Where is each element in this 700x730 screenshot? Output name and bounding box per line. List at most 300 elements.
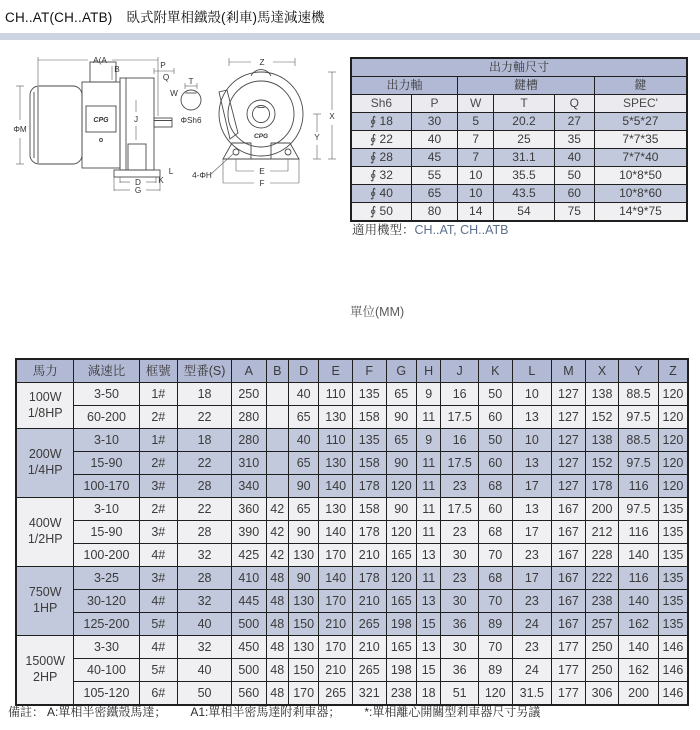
dim-cell: 321 bbox=[352, 682, 386, 706]
dim-cell: 70 bbox=[478, 544, 512, 567]
dim-cell: 170 bbox=[288, 682, 318, 706]
shaft-cell: 60 bbox=[554, 185, 594, 203]
footer-label: 備註： bbox=[8, 705, 45, 719]
dim-cell: 17.5 bbox=[441, 498, 479, 521]
dim-cell: 165 bbox=[386, 590, 416, 613]
dim-cell: 90 bbox=[288, 567, 318, 590]
dim-cell: 70 bbox=[478, 636, 512, 659]
dim-cell: 18 bbox=[178, 429, 232, 452]
dim-cell: 152 bbox=[585, 406, 619, 429]
dim-cell: 4# bbox=[139, 544, 178, 567]
dim-cell: 177 bbox=[552, 682, 586, 706]
shaft-cell: 30 bbox=[411, 113, 457, 131]
dim-cell: 127 bbox=[552, 452, 586, 475]
dim-cell: 450 bbox=[232, 636, 267, 659]
table-row bbox=[16, 613, 688, 636]
shaft-cell: 5 bbox=[458, 113, 494, 131]
dim-cell: 150 bbox=[288, 613, 318, 636]
shaft-cell: 10 bbox=[458, 167, 494, 185]
dim-cell: 88.5 bbox=[619, 383, 659, 406]
dim-label-b: B bbox=[114, 65, 120, 74]
dim-cell: 120 bbox=[658, 406, 688, 429]
column-header: Q bbox=[554, 95, 594, 113]
dim-cell: 22 bbox=[178, 498, 232, 521]
dim-cell: 167 bbox=[552, 613, 586, 636]
dim-cell: 90 bbox=[386, 406, 416, 429]
dim-cell: 3-50 bbox=[74, 383, 139, 406]
shaft-cell: 50 bbox=[554, 167, 594, 185]
dim-cell: 42 bbox=[266, 498, 288, 521]
dim-cell: 210 bbox=[352, 636, 386, 659]
table-row bbox=[351, 131, 687, 149]
dim-cell: 40 bbox=[288, 383, 318, 406]
output-shaft-table bbox=[350, 57, 688, 222]
dim-cell bbox=[266, 406, 288, 429]
dim-label-j: J bbox=[133, 115, 139, 124]
dim-cell: 210 bbox=[319, 659, 353, 682]
dim-cell: 167 bbox=[552, 567, 586, 590]
dim-cell: 2# bbox=[139, 452, 178, 475]
dim-cell: 13 bbox=[416, 636, 440, 659]
dim-cell: 17 bbox=[512, 475, 552, 498]
dim-cell: 17 bbox=[512, 521, 552, 544]
column-header: M bbox=[552, 359, 586, 383]
dim-cell: 65 bbox=[288, 406, 318, 429]
shaft-cell: 75 bbox=[554, 203, 594, 222]
dim-cell: 24 bbox=[512, 613, 552, 636]
dim-cell: 3-10 bbox=[74, 498, 139, 521]
dim-cell: 11 bbox=[416, 406, 440, 429]
table-row bbox=[351, 77, 687, 95]
dim-cell: 158 bbox=[352, 498, 386, 521]
shaft-cell: 40 bbox=[411, 131, 457, 149]
shaft-cell: ∮ 18 bbox=[351, 113, 411, 131]
dim-cell: 18 bbox=[178, 383, 232, 406]
group-header: 鍵 bbox=[594, 77, 687, 95]
dim-cell: 130 bbox=[319, 452, 353, 475]
shaft-cell: ∮ 28 bbox=[351, 149, 411, 167]
dim-cell: 100-200 bbox=[74, 544, 139, 567]
page-title bbox=[5, 6, 325, 26]
dim-cell: 162 bbox=[619, 659, 659, 682]
dim-cell: 10 bbox=[512, 429, 552, 452]
shaft-cell: ∮ 22 bbox=[351, 131, 411, 149]
shaft-cell: 80 bbox=[411, 203, 457, 222]
table-row bbox=[16, 429, 688, 452]
dim-cell: 138 bbox=[585, 429, 619, 452]
dim-cell: 3-25 bbox=[74, 567, 139, 590]
dim-cell: 257 bbox=[585, 613, 619, 636]
dim-cell: 140 bbox=[319, 521, 353, 544]
dim-cell: 135 bbox=[658, 613, 688, 636]
dim-cell: 68 bbox=[478, 521, 512, 544]
dim-cell: 13 bbox=[416, 590, 440, 613]
shaft-cell: 55 bbox=[411, 167, 457, 185]
dim-cell: 265 bbox=[319, 682, 353, 706]
shaft-cell: 20.2 bbox=[494, 113, 554, 131]
column-header: F bbox=[352, 359, 386, 383]
dim-cell: 15 bbox=[416, 613, 440, 636]
table-row bbox=[351, 149, 687, 167]
dim-cell: 11 bbox=[416, 498, 440, 521]
dim-cell: 560 bbox=[232, 682, 267, 706]
table-row bbox=[351, 167, 687, 185]
power-group-cell: 750W 1HP bbox=[16, 567, 74, 636]
dim-cell: 250 bbox=[585, 636, 619, 659]
dim-cell: 65 bbox=[386, 429, 416, 452]
dim-cell: 89 bbox=[478, 613, 512, 636]
front-view bbox=[181, 70, 303, 159]
dim-cell: 18 bbox=[416, 682, 440, 706]
dim-cell: 228 bbox=[585, 544, 619, 567]
dim-cell: 28 bbox=[178, 567, 232, 590]
column-header: G bbox=[386, 359, 416, 383]
dim-cell bbox=[266, 475, 288, 498]
dim-cell: 306 bbox=[585, 682, 619, 706]
dim-cell: 3# bbox=[139, 475, 178, 498]
dim-cell: 120 bbox=[386, 567, 416, 590]
dim-cell bbox=[266, 452, 288, 475]
dim-cell: 165 bbox=[386, 636, 416, 659]
dim-label-g: G bbox=[134, 186, 142, 194]
dim-cell: 390 bbox=[232, 521, 267, 544]
dim-cell: 31.5 bbox=[512, 682, 552, 706]
shaft-cell: 14*9*75 bbox=[594, 203, 687, 222]
dim-cell: 310 bbox=[232, 452, 267, 475]
shaft-cell: 40 bbox=[554, 149, 594, 167]
dim-cell: 13 bbox=[512, 406, 552, 429]
dim-cell: 340 bbox=[232, 475, 267, 498]
dim-cell: 9 bbox=[416, 383, 440, 406]
dim-cell: 210 bbox=[319, 613, 353, 636]
dim-cell: 17.5 bbox=[441, 406, 479, 429]
dim-cell: 15-90 bbox=[74, 452, 139, 475]
dim-label-l: L bbox=[168, 167, 174, 176]
dim-label-f: F bbox=[259, 179, 265, 188]
column-header: Y bbox=[619, 359, 659, 383]
dim-cell: 140 bbox=[619, 544, 659, 567]
applicable-label: 適用機型： bbox=[352, 223, 415, 237]
dim-cell: 200 bbox=[619, 682, 659, 706]
shaft-cell: 7*7*35 bbox=[594, 131, 687, 149]
dim-cell: 170 bbox=[319, 636, 353, 659]
shaft-cell: 35 bbox=[554, 131, 594, 149]
dim-cell: 22 bbox=[178, 406, 232, 429]
dim-cell: 116 bbox=[619, 567, 659, 590]
dim-cell: 23 bbox=[441, 521, 479, 544]
brand-logo: CPG bbox=[253, 133, 269, 140]
dim-cell: 135 bbox=[658, 521, 688, 544]
table-row bbox=[351, 95, 687, 113]
dim-cell: 238 bbox=[386, 682, 416, 706]
dim-cell: 48 bbox=[266, 590, 288, 613]
dim-cell: 2# bbox=[139, 406, 178, 429]
dim-cell: 198 bbox=[386, 613, 416, 636]
dim-cell: 140 bbox=[319, 475, 353, 498]
dim-cell: 40 bbox=[178, 659, 232, 682]
dim-cell: 32 bbox=[178, 636, 232, 659]
table-row bbox=[16, 475, 688, 498]
dim-cell: 178 bbox=[352, 567, 386, 590]
dim-label-w: W bbox=[170, 89, 178, 98]
brand-logo: CPG bbox=[93, 117, 109, 124]
column-header: A bbox=[232, 359, 267, 383]
footer-note-a1: A1:單相半密馬達附剎車器； bbox=[190, 705, 341, 719]
dim-cell: 30 bbox=[441, 636, 479, 659]
dim-cell: 140 bbox=[619, 636, 659, 659]
dim-cell: 212 bbox=[585, 521, 619, 544]
dim-cell: 238 bbox=[585, 590, 619, 613]
dim-cell: 30 bbox=[441, 590, 479, 613]
dim-cell: 130 bbox=[319, 406, 353, 429]
dim-cell: 48 bbox=[266, 567, 288, 590]
dim-cell: 167 bbox=[552, 544, 586, 567]
dim-cell: 127 bbox=[552, 383, 586, 406]
dim-cell: 5# bbox=[139, 613, 178, 636]
dim-cell: 11 bbox=[416, 475, 440, 498]
dim-cell: 3-10 bbox=[74, 429, 139, 452]
title-description: 臥式附單相鐵殼(剎車)馬達減速機 bbox=[126, 10, 325, 25]
dim-cell: 1# bbox=[139, 429, 178, 452]
shaft-cell: 27 bbox=[554, 113, 594, 131]
dim-cell: 120 bbox=[386, 475, 416, 498]
dim-label-q: Q bbox=[162, 73, 170, 82]
dim-cell: 210 bbox=[352, 590, 386, 613]
dim-cell: 28 bbox=[178, 521, 232, 544]
dim-cell: 170 bbox=[319, 590, 353, 613]
table-row bbox=[351, 185, 687, 203]
shaft-cell: 10 bbox=[458, 185, 494, 203]
dim-cell: 140 bbox=[319, 567, 353, 590]
shaft-cell: 10*8*60 bbox=[594, 185, 687, 203]
dim-cell: 60 bbox=[478, 406, 512, 429]
dim-cell: 50 bbox=[478, 383, 512, 406]
table-row bbox=[16, 544, 688, 567]
dim-cell: 127 bbox=[552, 475, 586, 498]
applicable-value: CH..AT, CH..ATB bbox=[414, 223, 509, 237]
dim-cell: 32 bbox=[178, 590, 232, 613]
dim-cell: 120 bbox=[478, 682, 512, 706]
table-row bbox=[16, 659, 688, 682]
dim-label-e: E bbox=[259, 167, 265, 176]
dim-cell: 97.5 bbox=[619, 406, 659, 429]
table-row bbox=[16, 521, 688, 544]
dim-cell: 50 bbox=[178, 682, 232, 706]
dim-cell: 210 bbox=[352, 544, 386, 567]
dim-cell: 135 bbox=[352, 383, 386, 406]
table-row bbox=[16, 567, 688, 590]
divider-band bbox=[0, 33, 700, 40]
dim-cell: 250 bbox=[585, 659, 619, 682]
dim-cell: 3# bbox=[139, 521, 178, 544]
dim-cell: 150 bbox=[288, 659, 318, 682]
dim-cell: 11 bbox=[416, 567, 440, 590]
applicable-models bbox=[352, 220, 509, 238]
dim-cell: 178 bbox=[352, 521, 386, 544]
dim-cell: 17.5 bbox=[441, 452, 479, 475]
column-header: L bbox=[512, 359, 552, 383]
dim-cell: 42 bbox=[266, 544, 288, 567]
dim-cell: 90 bbox=[386, 498, 416, 521]
dim-cell: 89 bbox=[478, 659, 512, 682]
dim-cell: 15 bbox=[416, 659, 440, 682]
dim-label-z: Z bbox=[259, 58, 265, 67]
table-row bbox=[16, 682, 688, 706]
dim-cell: 97.5 bbox=[619, 498, 659, 521]
dim-cell: 3# bbox=[139, 567, 178, 590]
dim-cell: 17 bbox=[512, 567, 552, 590]
dim-cell: 70 bbox=[478, 590, 512, 613]
dim-cell: 24 bbox=[512, 659, 552, 682]
shaft-cell: 7 bbox=[458, 131, 494, 149]
shaft-cell: ∮ 32 bbox=[351, 167, 411, 185]
dim-cell: 68 bbox=[478, 567, 512, 590]
dim-cell: 16 bbox=[441, 429, 479, 452]
shaft-cell: 43.5 bbox=[494, 185, 554, 203]
dim-cell: 135 bbox=[658, 544, 688, 567]
dim-cell: 130 bbox=[288, 636, 318, 659]
dim-cell: 9 bbox=[416, 429, 440, 452]
dim-cell: 105-120 bbox=[74, 682, 139, 706]
dim-cell: 60-200 bbox=[74, 406, 139, 429]
dim-cell bbox=[266, 429, 288, 452]
dim-label-y: Y bbox=[314, 133, 320, 142]
dim-cell: 177 bbox=[552, 636, 586, 659]
dim-cell: 178 bbox=[585, 475, 619, 498]
dim-cell: 116 bbox=[619, 521, 659, 544]
dim-cell: 42 bbox=[266, 521, 288, 544]
column-header: K bbox=[478, 359, 512, 383]
column-header: T bbox=[494, 95, 554, 113]
dimension-table bbox=[15, 358, 689, 706]
table-row bbox=[351, 58, 687, 77]
dim-cell: 152 bbox=[585, 452, 619, 475]
column-header: H bbox=[416, 359, 440, 383]
dim-cell: 4# bbox=[139, 636, 178, 659]
dim-cell: 138 bbox=[585, 383, 619, 406]
dim-cell: 265 bbox=[352, 659, 386, 682]
motor-dimension-drawing bbox=[8, 46, 348, 194]
dim-cell: 250 bbox=[232, 383, 267, 406]
dim-cell: 6# bbox=[139, 682, 178, 706]
column-header: 框號 bbox=[139, 359, 178, 383]
dim-cell: 23 bbox=[512, 544, 552, 567]
column-header: SPEC' bbox=[594, 95, 687, 113]
shaft-cell: 7*7*40 bbox=[594, 149, 687, 167]
dim-label-x: X bbox=[329, 112, 335, 121]
group-header: 出力軸 bbox=[351, 77, 458, 95]
shaft-cell: 35.5 bbox=[494, 167, 554, 185]
dim-cell: 50 bbox=[478, 429, 512, 452]
shaft-cell: 25 bbox=[494, 131, 554, 149]
dim-cell: 360 bbox=[232, 498, 267, 521]
dim-cell: 48 bbox=[266, 636, 288, 659]
dim-cell: 32 bbox=[178, 544, 232, 567]
shaft-cell: 54 bbox=[494, 203, 554, 222]
dim-cell: 135 bbox=[658, 567, 688, 590]
dim-cell: 410 bbox=[232, 567, 267, 590]
dim-cell: 116 bbox=[619, 475, 659, 498]
table-row bbox=[16, 590, 688, 613]
dim-cell: 177 bbox=[552, 659, 586, 682]
table-row bbox=[16, 406, 688, 429]
table-row bbox=[16, 498, 688, 521]
column-header: P bbox=[411, 95, 457, 113]
column-header: D bbox=[288, 359, 318, 383]
dim-cell: 60 bbox=[478, 498, 512, 521]
footer-note-star: *:單相離心開關型剎車器尺寸另議 bbox=[364, 705, 541, 719]
dim-cell: 125-200 bbox=[74, 613, 139, 636]
table-row bbox=[16, 383, 688, 406]
dim-label-k: K bbox=[158, 176, 164, 185]
table-row bbox=[351, 203, 687, 222]
dim-cell: 445 bbox=[232, 590, 267, 613]
dim-cell: 198 bbox=[386, 659, 416, 682]
dim-cell: 48 bbox=[266, 682, 288, 706]
dim-cell: 36 bbox=[441, 613, 479, 636]
table-row bbox=[16, 636, 688, 659]
dim-label-p: P bbox=[160, 61, 166, 70]
dim-cell: 40-100 bbox=[74, 659, 139, 682]
dim-cell: 90 bbox=[288, 521, 318, 544]
dim-cell: 120 bbox=[386, 521, 416, 544]
dim-cell: 13 bbox=[512, 452, 552, 475]
dim-cell: 1# bbox=[139, 383, 178, 406]
model-code: CH..AT(CH..ATB) bbox=[5, 10, 113, 25]
dim-cell: 265 bbox=[352, 613, 386, 636]
column-header: B bbox=[266, 359, 288, 383]
dim-label-a: A(A bbox=[93, 56, 107, 65]
dim-cell: 500 bbox=[232, 613, 267, 636]
dim-cell: 23 bbox=[512, 590, 552, 613]
dimension-labels bbox=[13, 56, 335, 194]
footer-note bbox=[8, 703, 564, 720]
dim-cell: 23 bbox=[512, 636, 552, 659]
dim-cell: 11 bbox=[416, 521, 440, 544]
dim-cell: 2# bbox=[139, 498, 178, 521]
dim-cell: 15-90 bbox=[74, 521, 139, 544]
shaft-table-title: 出力軸尺寸 bbox=[351, 58, 687, 77]
power-group-cell: 1500W 2HP bbox=[16, 636, 74, 706]
dim-cell: 110 bbox=[319, 383, 353, 406]
shaft-cell: 10*8*50 bbox=[594, 167, 687, 185]
dim-cell: 48 bbox=[266, 659, 288, 682]
dim-cell: 65 bbox=[386, 383, 416, 406]
power-group-cell: 400W 1/2HP bbox=[16, 498, 74, 567]
shaft-cell: 31.1 bbox=[494, 149, 554, 167]
column-header: 減速比 bbox=[74, 359, 139, 383]
dim-cell: 158 bbox=[352, 406, 386, 429]
dim-cell: 158 bbox=[352, 452, 386, 475]
dim-cell: 135 bbox=[352, 429, 386, 452]
dim-cell: 10 bbox=[512, 383, 552, 406]
shaft-cell: 65 bbox=[411, 185, 457, 203]
dim-cell: 5# bbox=[139, 659, 178, 682]
power-group-cell: 100W 1/8HP bbox=[16, 383, 74, 429]
dim-cell: 120 bbox=[658, 475, 688, 498]
dim-cell bbox=[266, 383, 288, 406]
dim-label-t: T bbox=[188, 77, 194, 86]
dim-cell: 3-30 bbox=[74, 636, 139, 659]
unit-note: 單位(MM) bbox=[350, 305, 405, 319]
dim-cell: 90 bbox=[288, 475, 318, 498]
dim-cell: 65 bbox=[288, 452, 318, 475]
dim-cell: 88.5 bbox=[619, 429, 659, 452]
column-header: X bbox=[585, 359, 619, 383]
dim-cell: 100-170 bbox=[74, 475, 139, 498]
dimension-lines bbox=[16, 57, 336, 191]
dim-cell: 13 bbox=[512, 498, 552, 521]
